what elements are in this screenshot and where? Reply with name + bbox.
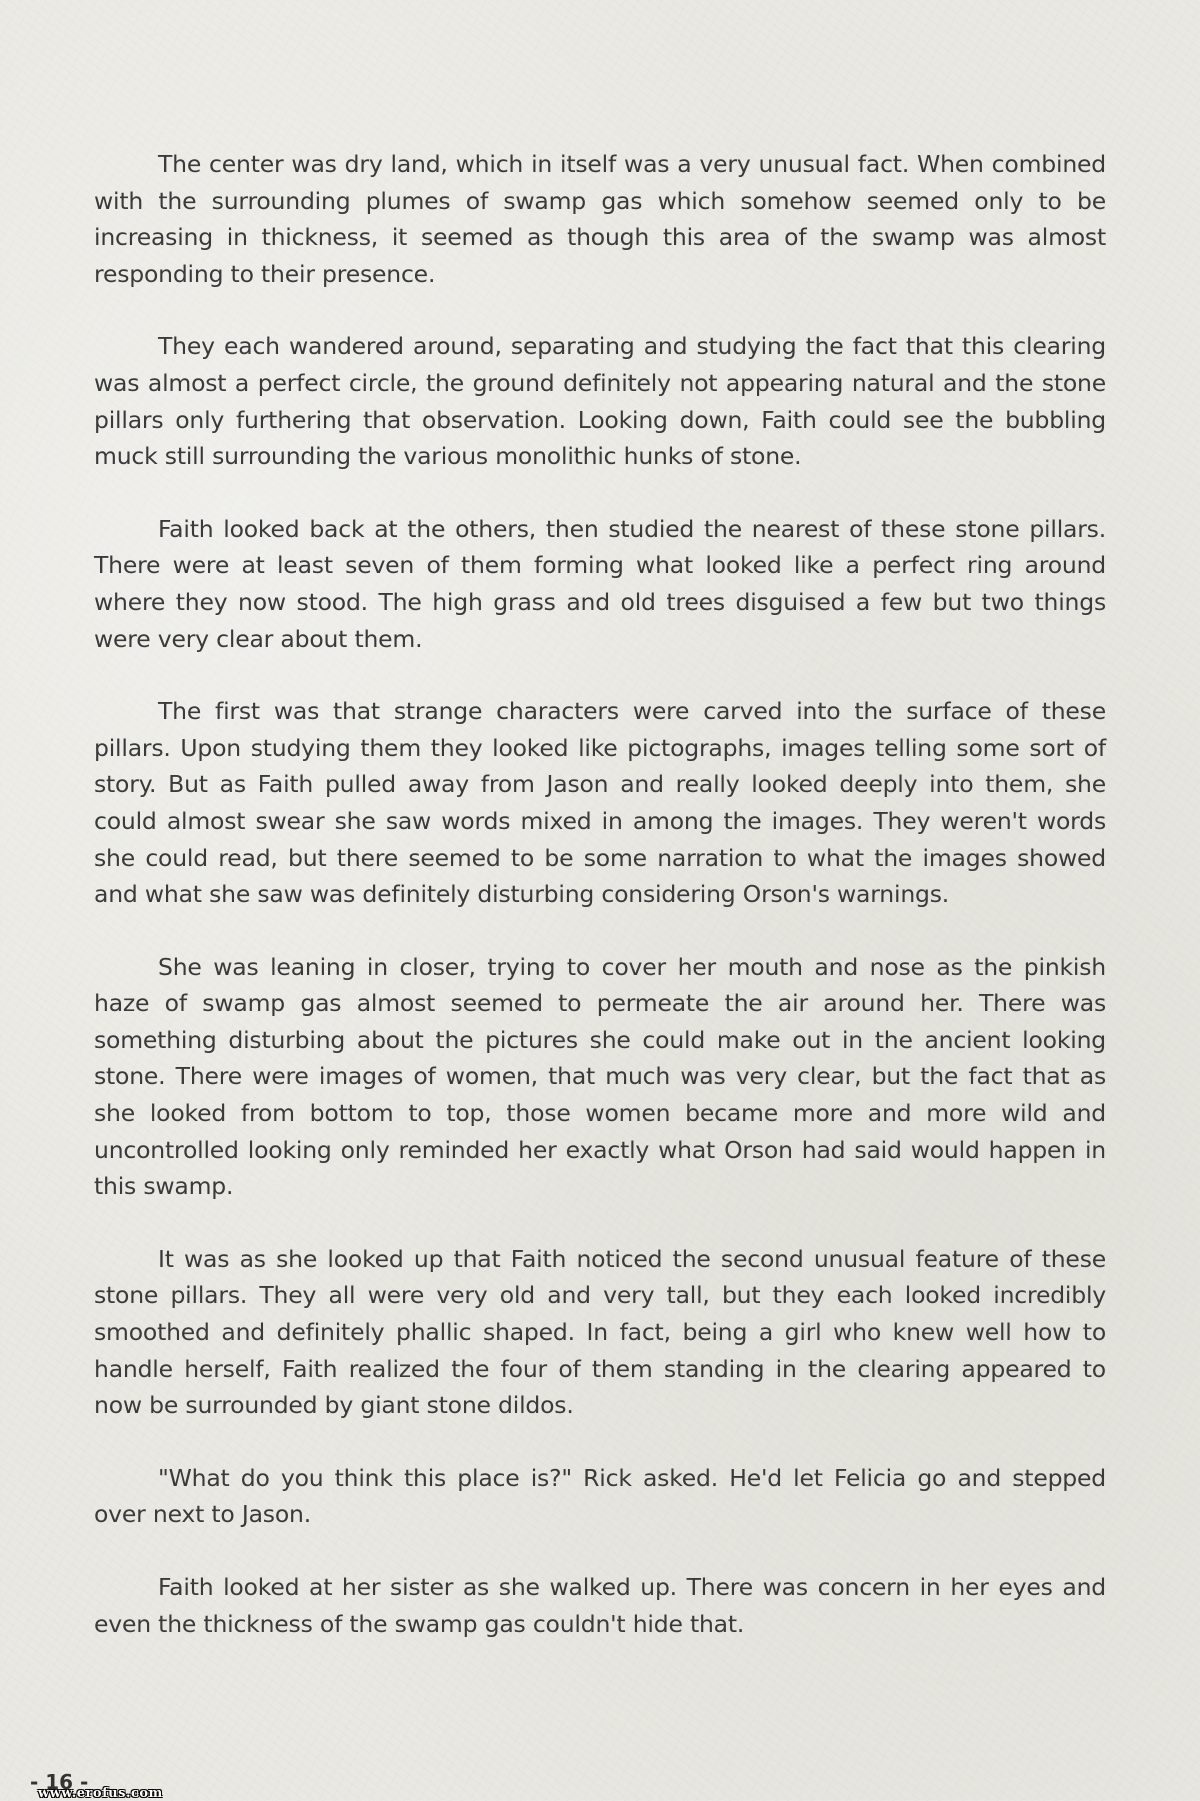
paragraph-3: Faith looked back at the others, then studied the nearest of these stone pillars. There were at least seven of them forming what looked like a perfect ring around where they now stood. The high grass and old trees disguised a few but two things were very clear about them. bbox=[94, 514, 1106, 653]
paragraph-7: "What do you think this place is?" Rick asked. He'd let Felicia go and stepped over next to Jason. bbox=[94, 1463, 1106, 1529]
paragraph-1: The center was dry land, which in itself was a very unusual fact. When combined with the surrounding plumes of swamp gas which somehow seemed only to be increasing in thickness, it seemed as though this area of the swamp was almost responding to their presence. bbox=[94, 150, 1106, 288]
paragraph-5: She was leaning in closer, trying to cover her mouth and nose as the pinkish haze of swamp gas almost seemed to permeate the air around her. There was something disturbing about the pictures she could make out in the ancient looking stone. There were images of women, that much was very clear, but the fact that as she looked from bottom to top, those women became more and more wild and uncontrolled looking only reminded her exactly what Orson had said would happen in this swamp. bbox=[94, 952, 1106, 1201]
paragraph-6: It was as she looked up that Faith noticed the second unusual feature of these stone pillars. They all were very old and very tall, but they each looked incredibly smoothed and definitely phallic shaped. In fact, being a girl who knew well how to handle herself, Faith realized the four of them standing in the clearing appeared to now be surrounded by giant stone dildos. bbox=[94, 1244, 1106, 1420]
watermark-link[interactable]: www.erofus.com bbox=[38, 1786, 163, 1801]
body-text bbox=[94, 146, 1106, 1678]
paragraph-8: Faith looked at her sister as she walked up. There was concern in her eyes and even the thickness of the swamp gas couldn't hide that. bbox=[94, 1573, 1106, 1638]
paragraph-4: The first was that strange characters were carved into the surface of these pillars. Upon studying them they looked like pictographs, images telling some sort of story. But as Faith pulled away from Jason and really looked deeply into them, she could almost swear she saw words mixed in among the images. They weren't words she could read, but there seemed to be some narration to what the images showed and what she saw was definitely disturbing considering Orson's warnings. bbox=[94, 697, 1106, 909]
paragraph-2: They each wandered around, separating and studying the fact that this clearing was almost a perfect circle, the ground definitely not appearing natural and the stone pillars only furthering that observation. Looking down, Faith could see the bubbling muck still surrounding the various monolithic hunks of stone. bbox=[94, 332, 1106, 471]
page-number: - 16 - bbox=[30, 1770, 89, 1794]
